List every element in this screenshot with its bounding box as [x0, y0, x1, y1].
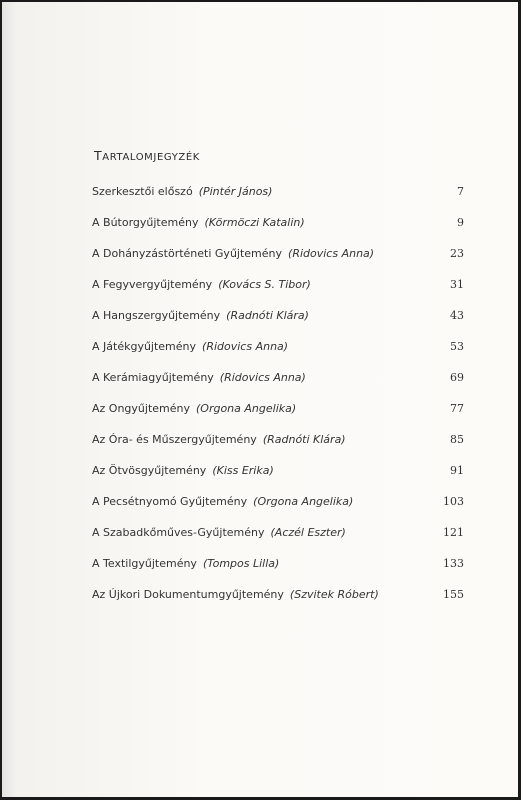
- toc-entry-text: [92, 402, 296, 415]
- toc-entry-page: 43: [450, 309, 464, 322]
- toc-entry: [92, 526, 464, 546]
- toc-entry-text: [92, 526, 346, 539]
- toc-entry-title: A Szabadkőműves-Gyűjtemény: [92, 526, 265, 539]
- toc-entry-text: [92, 278, 311, 291]
- toc-entry-page: 53: [450, 340, 464, 353]
- toc-entry-text: [92, 247, 374, 260]
- toc-entry-text: [92, 495, 353, 508]
- toc-entry-page: 9: [457, 216, 464, 229]
- toc-entry-title: A Fegyvergyűjtemény: [92, 278, 213, 291]
- toc-entry: [92, 340, 464, 360]
- toc-entry-text: [92, 433, 346, 446]
- toc-entry: [92, 309, 464, 329]
- toc-entry-author: (Kiss Erika): [212, 464, 274, 477]
- toc-entry-text: [92, 340, 288, 353]
- toc-entry: [92, 588, 464, 608]
- toc-entry-text: [92, 185, 272, 198]
- toc-entry-page: 23: [450, 247, 464, 260]
- toc-entry-page: 103: [443, 495, 464, 508]
- toc-entry-title: Az Újkori Dokumentumgyűjtemény: [92, 588, 284, 601]
- toc-entry-text: [92, 464, 274, 477]
- toc-heading-rest: ARTALOMJEGYZÉK: [102, 152, 200, 163]
- toc-entry-text: [92, 216, 305, 229]
- toc-entry-page: 7: [457, 185, 464, 198]
- toc-entry-text: [92, 309, 309, 322]
- toc-entry: [92, 278, 464, 298]
- toc-entry-author: (Pintér János): [198, 185, 273, 198]
- toc-entry: [92, 464, 464, 484]
- toc-entry-author: (Kovács S. Tibor): [218, 278, 311, 291]
- toc-entry-author: (Szvitek Róbert): [289, 588, 379, 601]
- toc-entry: [92, 557, 464, 577]
- toc-entry-title: Az Ongyűjtemény: [92, 402, 190, 415]
- toc-entry-title: Az Óra- és Műszergyűjtemény: [92, 433, 257, 446]
- toc-entry: [92, 216, 464, 236]
- toc-entry: [92, 495, 464, 515]
- toc-entry-title: Az Ötvösgyűjtemény: [92, 464, 207, 477]
- toc-entry-author: (Aczél Eszter): [270, 526, 346, 539]
- toc-entry-author: (Ridovics Anna): [219, 371, 306, 384]
- toc-entry-page: 133: [443, 557, 464, 570]
- page-gutter-shadow: [2, 2, 16, 797]
- toc-entry-page: 77: [450, 402, 464, 415]
- toc-entry: [92, 247, 464, 267]
- toc-entry-author: (Ridovics Anna): [288, 247, 375, 260]
- toc-entry-page: 155: [443, 588, 464, 601]
- toc-entry: [92, 433, 464, 453]
- toc-heading-initial: T: [94, 148, 103, 163]
- toc-heading: [94, 148, 200, 163]
- toc-entry-title: A Kerámiagyűjtemény: [92, 371, 214, 384]
- toc-entry-title: A Dohányzástörténeti Gyűjtemény: [92, 247, 283, 260]
- toc-entry-page: 85: [450, 433, 464, 446]
- toc-entry-title: A Hangszergyűjtemény: [92, 309, 221, 322]
- toc-entry-page: 31: [450, 278, 464, 291]
- toc-entry-page: 69: [450, 371, 464, 384]
- toc-entry-author: (Orgona Angelika): [253, 495, 354, 508]
- toc-entry-author: (Radnóti Klára): [262, 433, 346, 446]
- toc-entry-page: 121: [443, 526, 464, 539]
- toc-entry-title: A Játékgyűjtemény: [92, 340, 197, 353]
- toc-entry-text: [92, 588, 379, 601]
- toc-entry: [92, 185, 464, 205]
- toc-entry-author: (Körmöczi Katalin): [204, 216, 305, 229]
- toc-entry-author: (Radnóti Klára): [226, 309, 309, 322]
- toc-entry-title: A Pecsétnyomó Gyűjtemény: [92, 495, 248, 508]
- toc-entry: [92, 402, 464, 422]
- toc-entry-text: [92, 557, 279, 570]
- toc-entry: [92, 371, 464, 391]
- book-page: [2, 2, 518, 797]
- toc-entry-title: Szerkesztői előszó: [92, 185, 193, 198]
- toc-entry-title: A Textilgyűjtemény: [92, 557, 197, 570]
- toc-entry-text: [92, 371, 306, 384]
- toc-entry-author: (Orgona Angelika): [196, 402, 297, 415]
- toc-entry-title: A Bútorgyűjtemény: [92, 216, 199, 229]
- toc-entry-author: (Ridovics Anna): [202, 340, 289, 353]
- toc-entry-author: (Tompos Lilla): [202, 557, 280, 570]
- toc-entry-page: 91: [450, 464, 464, 477]
